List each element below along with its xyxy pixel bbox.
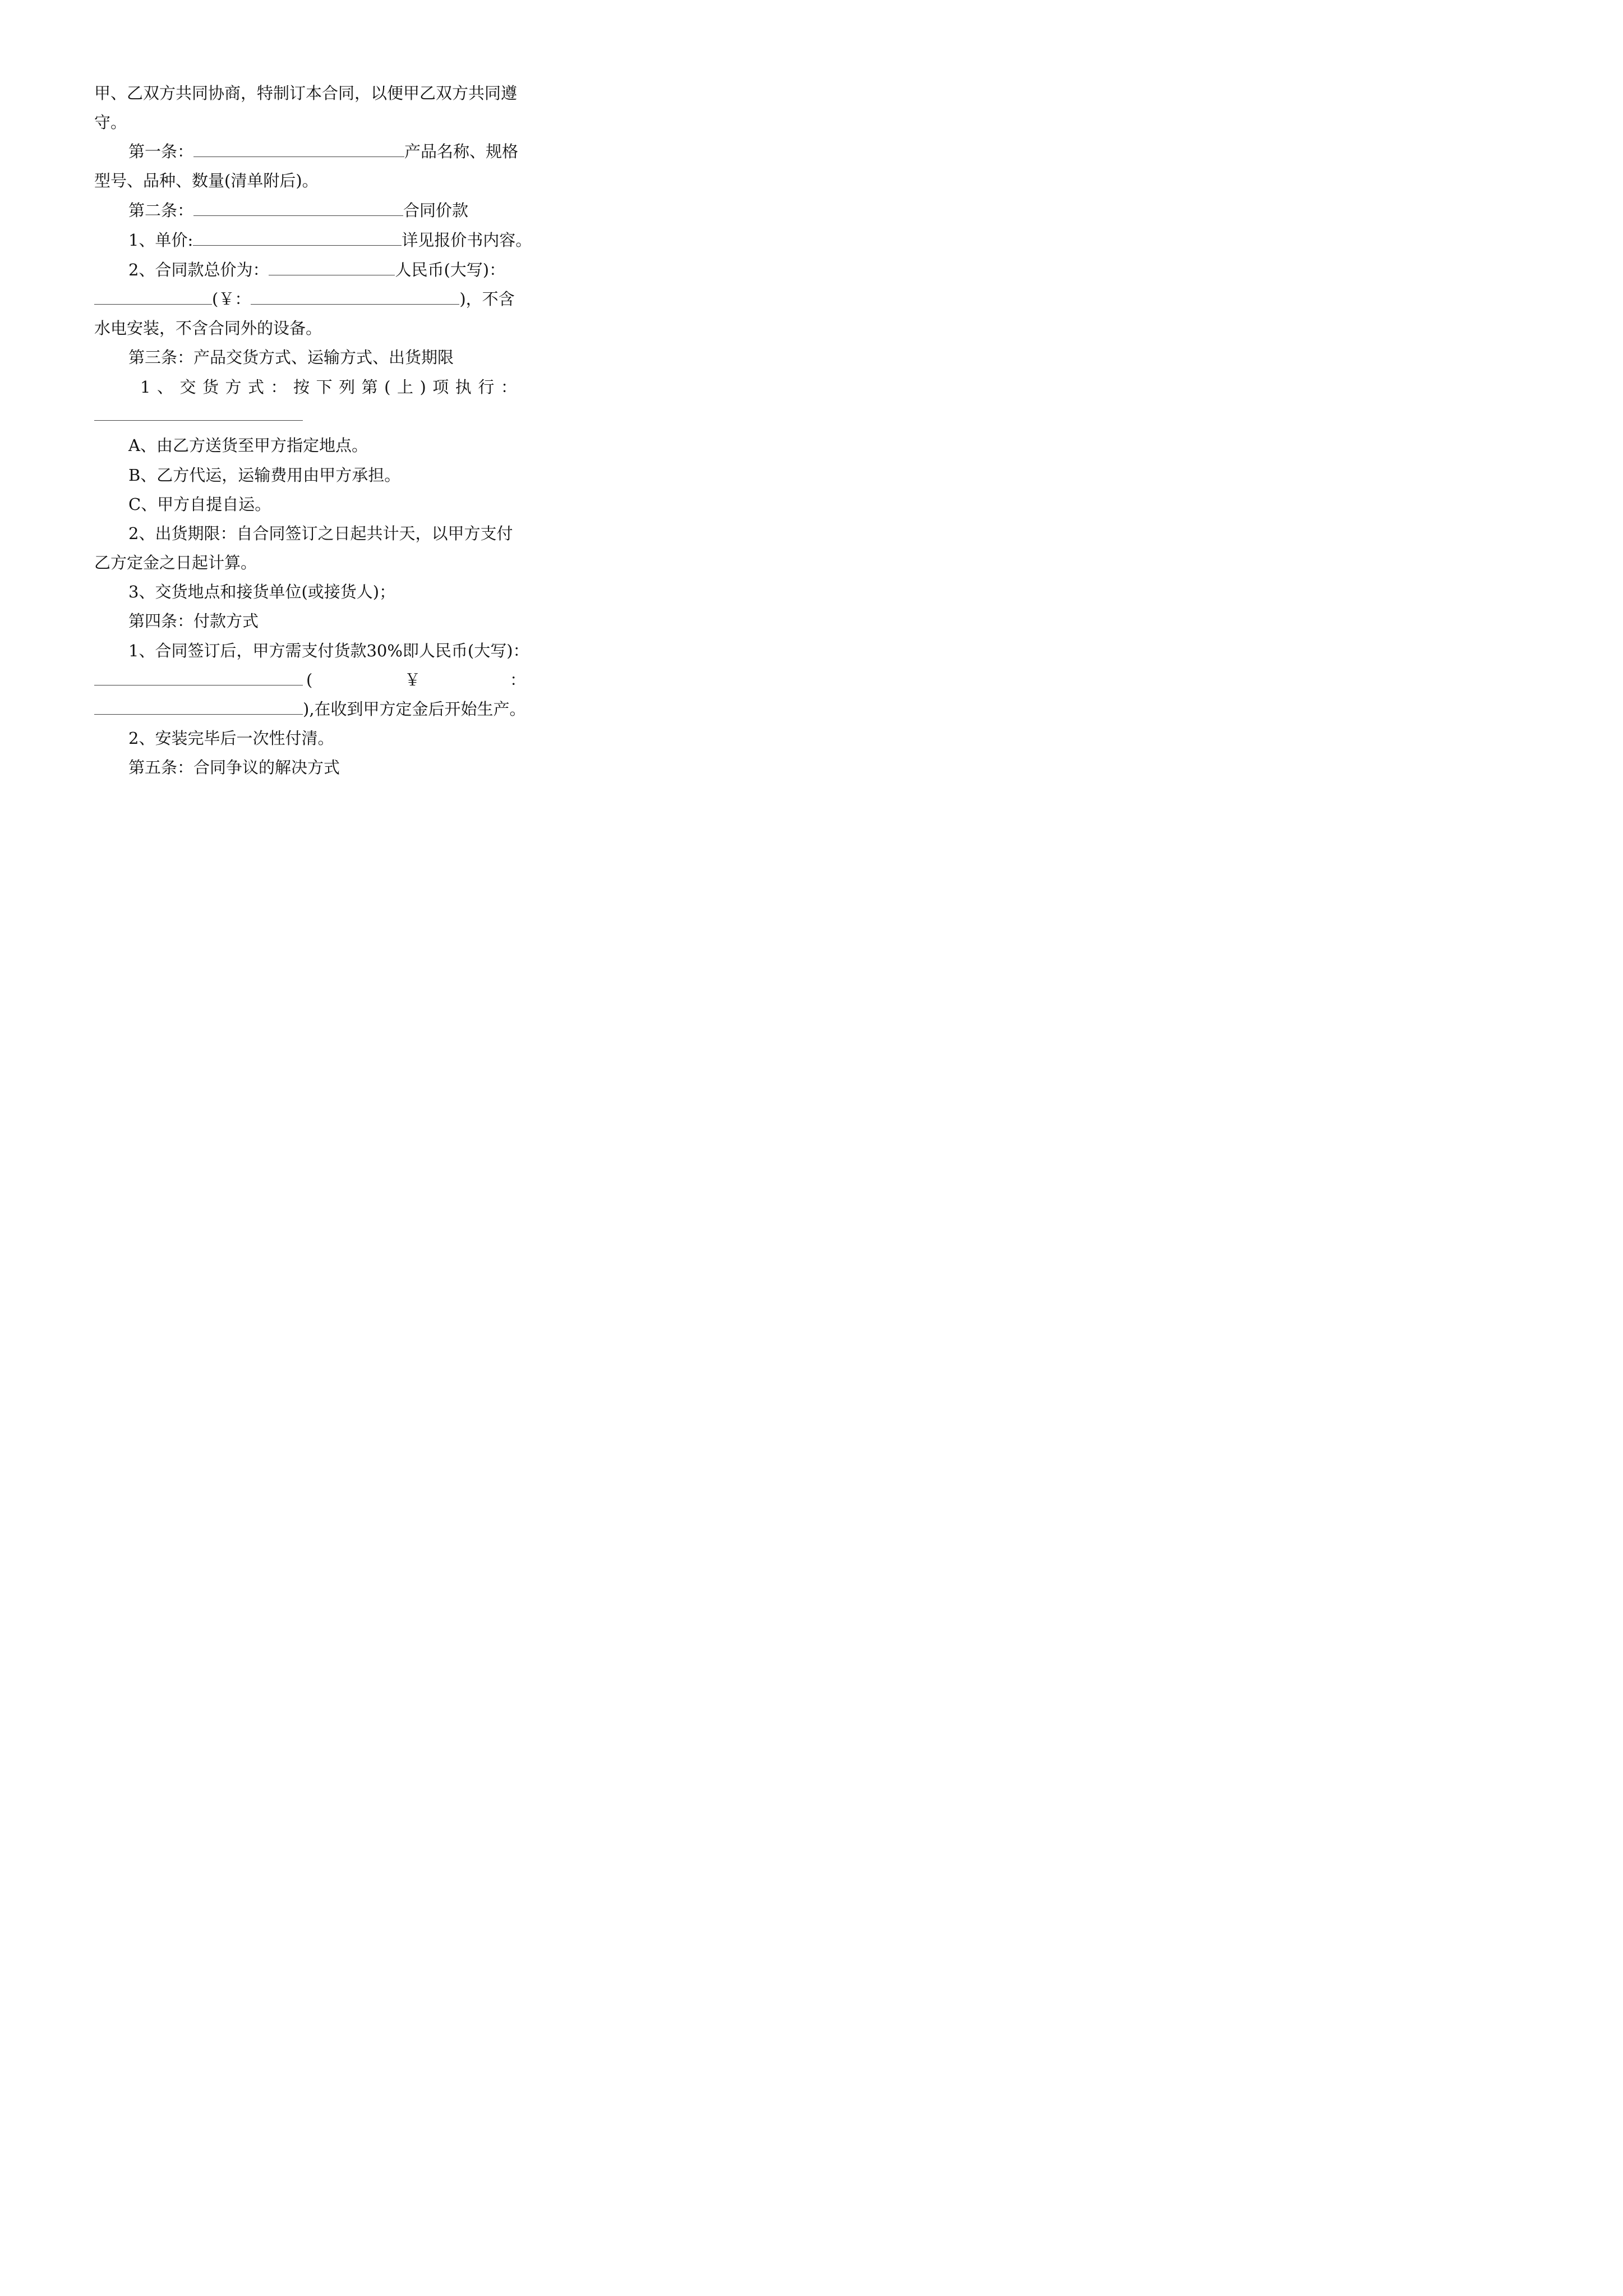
delivery-method-char: 按 [293, 378, 310, 397]
amount-in-words-blank [94, 288, 212, 305]
article-1-continuation: 型号、品种、数量(清单附后)。 [94, 171, 319, 190]
delivery-method-char: 上 [396, 378, 413, 397]
delivery-option-a: A、由乙方送货至甲方指定地点。 [128, 436, 368, 455]
article-3-heading: 第三条：产品交货方式、运输方式、出货期限 [128, 348, 454, 367]
delivery-method-char: 交 [179, 378, 196, 397]
delivery-method-char: ： [500, 378, 517, 397]
delivery-method-char: 下 [316, 378, 333, 397]
deposit-colon: ： [510, 670, 527, 689]
article-1-line [128, 140, 529, 163]
article-2-line [128, 199, 529, 222]
amount-open: (￥： [212, 289, 251, 309]
delivery-method-char: ( [384, 378, 391, 397]
intro-line-2: 守。 [94, 113, 127, 132]
delivery-method-char: 式 [248, 378, 265, 397]
delivery-method-char: 项 [432, 378, 449, 397]
delivery-method-char: 方 [225, 378, 242, 397]
unit-price-line [128, 229, 532, 251]
deposit-in-words-blank [94, 669, 303, 685]
unit-price-label: 1、单价: [128, 231, 193, 250]
delivery-method-blank [94, 420, 303, 421]
deposit-line: 1、合同签订后，甲方需支付货款30%即人民币(大写)： [128, 641, 529, 660]
article-2-subject: 合同价款 [403, 201, 469, 220]
delivery-method-char: ： [270, 378, 287, 397]
delivery-method-char: 行 [478, 378, 495, 397]
unit-price-note: 详见报价书内容。 [402, 231, 532, 250]
shipping-deadline-line-1: 2、出货期限：自合同签订之日起共计天，以甲方支付 [128, 524, 513, 543]
unit-price-blank [193, 229, 402, 246]
deposit-figures-line-2 [94, 698, 529, 720]
final-payment-line: 2、安装完毕后一次性付清。 [128, 729, 334, 748]
deposit-in-figures-blank [94, 698, 303, 715]
amount-in-figures-blank [251, 288, 459, 305]
article-2-label: 第二条： [128, 201, 194, 220]
total-price-label: 2、合同款总价为： [128, 260, 269, 279]
delivery-method-char: 货 [202, 378, 219, 397]
contract-price-blank [193, 199, 403, 216]
delivery-method-char: ) [419, 378, 426, 397]
delivery-method-char: 第 [361, 378, 378, 397]
article-1-label: 第一条： [128, 142, 194, 161]
article-5-heading: 第五条：合同争议的解决方式 [128, 758, 340, 777]
amount-close: )，不含 [459, 289, 515, 309]
total-price-line [128, 259, 529, 281]
delivery-method-char: 、 [156, 378, 173, 397]
total-price-blank [269, 259, 395, 275]
total-price-exclusions: 水电安装，不含合同外的设备。 [94, 319, 322, 338]
delivery-method-char: 执 [455, 378, 472, 397]
delivery-method-line [140, 376, 517, 398]
deposit-open: ( [306, 670, 313, 689]
delivery-option-b: B、乙方代运，运输费用由甲方承担。 [128, 466, 401, 485]
deposit-figures-line [94, 669, 529, 691]
product-name-blank [193, 140, 404, 157]
article-4-heading: 第四条：付款方式 [128, 611, 259, 631]
shipping-deadline-line-2: 乙方定金之日起计算。 [94, 553, 257, 572]
intro-line-1: 甲、乙双方共同协商，特制订本合同，以便甲乙双方共同遵 [94, 84, 518, 103]
deposit-yuan-sign: ￥ [404, 670, 421, 689]
deposit-close: ),在收到甲方定金后开始生产。 [303, 700, 526, 719]
total-price-currency: 人民币(大写)： [395, 260, 506, 279]
delivery-location-line: 3、交货地点和接货单位(或接货人)； [128, 582, 396, 601]
delivery-method-char: 列 [339, 378, 356, 397]
delivery-option-c: C、甲方自提自运。 [128, 495, 271, 514]
delivery-method-char: 1 [140, 378, 151, 397]
total-price-figures-line [94, 288, 529, 310]
article-1-subject: 产品名称、规格 [404, 142, 519, 161]
